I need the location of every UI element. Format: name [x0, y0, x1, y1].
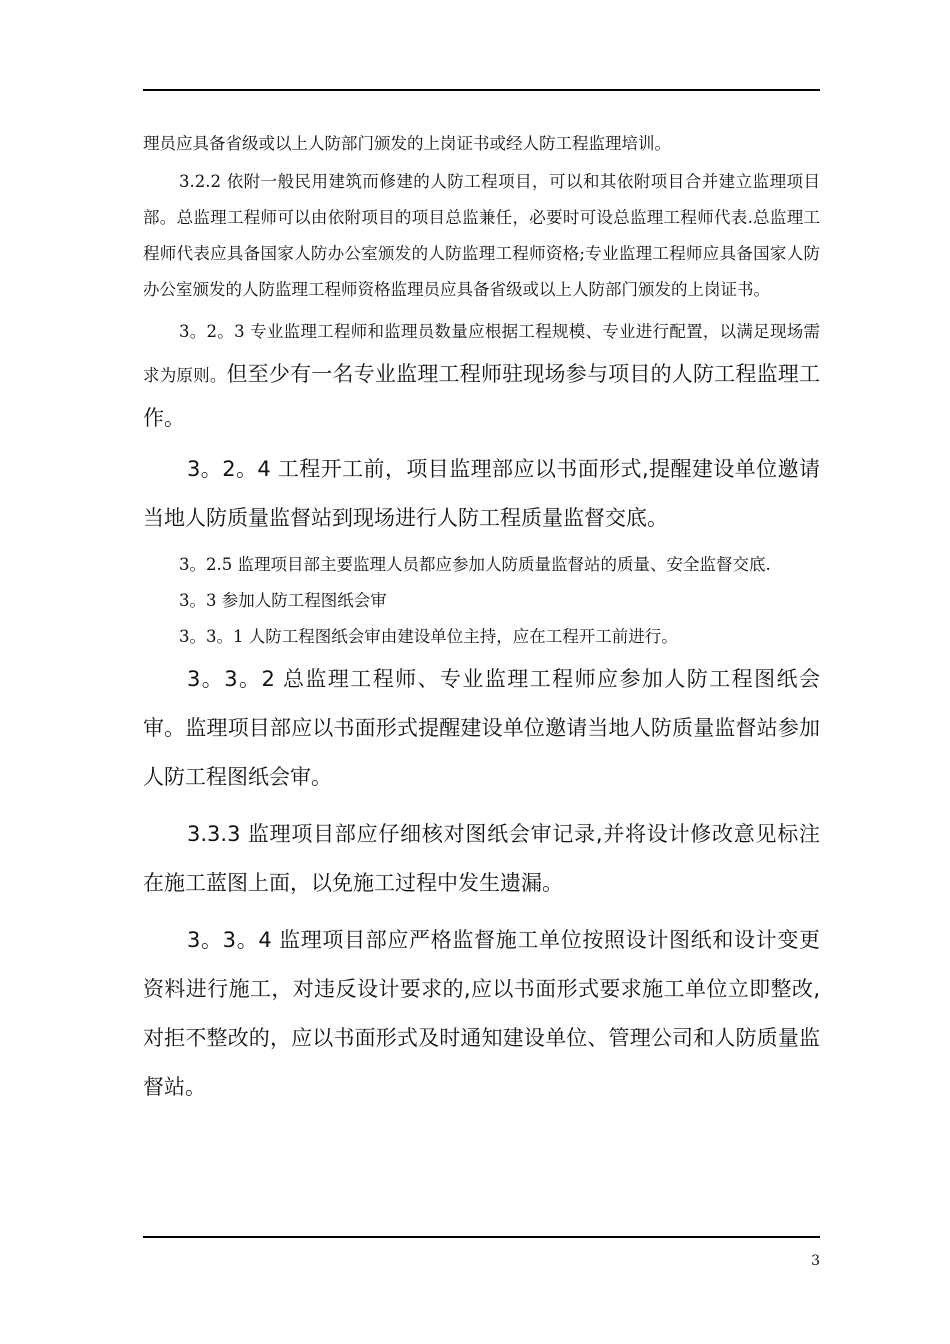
paragraph-3-2-5: 3。2.5 监理项目部主要监理人员都应参加人防质量监督站的质量、安全监督交底.: [179, 555, 771, 574]
paragraph-3-3-3: 3.3.3 监理项目部应仔细核对图纸会审记录,并将设计修改意见标注在施工蓝图上面，以免施工过程中发生遗漏。: [143, 822, 820, 895]
page-number: 3: [811, 1253, 820, 1269]
footer-rule: [143, 1236, 820, 1238]
paragraph-3-2-4: 3。2。4 工程开工前，项目监理部应以书面形式,提醒建设单位邀请当地人防质量监督站到现场进行人防工程质量监督交底。: [143, 457, 820, 530]
paragraph-3-2-3-text: 3。2。3 专业监理工程师和监理员数量应根据工程规模、专业进行配置，以满足现场需求为原则。: [143, 322, 820, 385]
section-heading-3-3: 3。3 参加人防工程图纸会审: [179, 591, 387, 610]
paragraph-3-3-2: 3。3。2 总监理工程师、专业监理工程师应参加人防工程图纸会审。监理项目部应以书面形式提醒建设单位邀请当地人防质量监督站参加人防工程图纸会审。: [143, 667, 820, 789]
document-body: [143, 126, 820, 1112]
paragraph-3-2-3: [143, 310, 820, 441]
paragraph-continued: 理员应具备省级或以上人防部门颁发的上岗证书或经人防工程监理培训。: [143, 134, 671, 153]
paragraph-3-3-4: 3。3。4 监理项目部应严格监督施工单位按照设计图纸和设计变更资料进行施工，对违反设计要求的,应以书面形式要求施工单位立即整改,对拒不整改的，应以书面形式及时通知建设单位、管理公司和人防质量监督站。: [143, 928, 820, 1099]
paragraph-3-2-2: 3.2.2 依附一般民用建筑而修建的人防工程项目，可以和其依附项目合并建立监理项目部。总监理工程师可以由依附项目的项目总监兼任，必要时可设总监理工程师代表.总监理工程师代表应具备国家人防办公室颁发的人防监理工程师资格;专业监理工程师应具备国家人防办公室颁发的人防监理工程师资格监理员应具备省级或以上人防部门颁发的上岗证书。: [143, 172, 820, 299]
paragraph-3-2-3-emphasis: 但至少有一名专业监理工程师驻现场参与项目的人防工程监理工作。: [143, 362, 820, 430]
header-rule: [143, 89, 820, 91]
paragraph-3-3-1: 3。3。1 人防工程图纸会审由建设单位主持，应在工程开工前进行。: [179, 627, 678, 646]
